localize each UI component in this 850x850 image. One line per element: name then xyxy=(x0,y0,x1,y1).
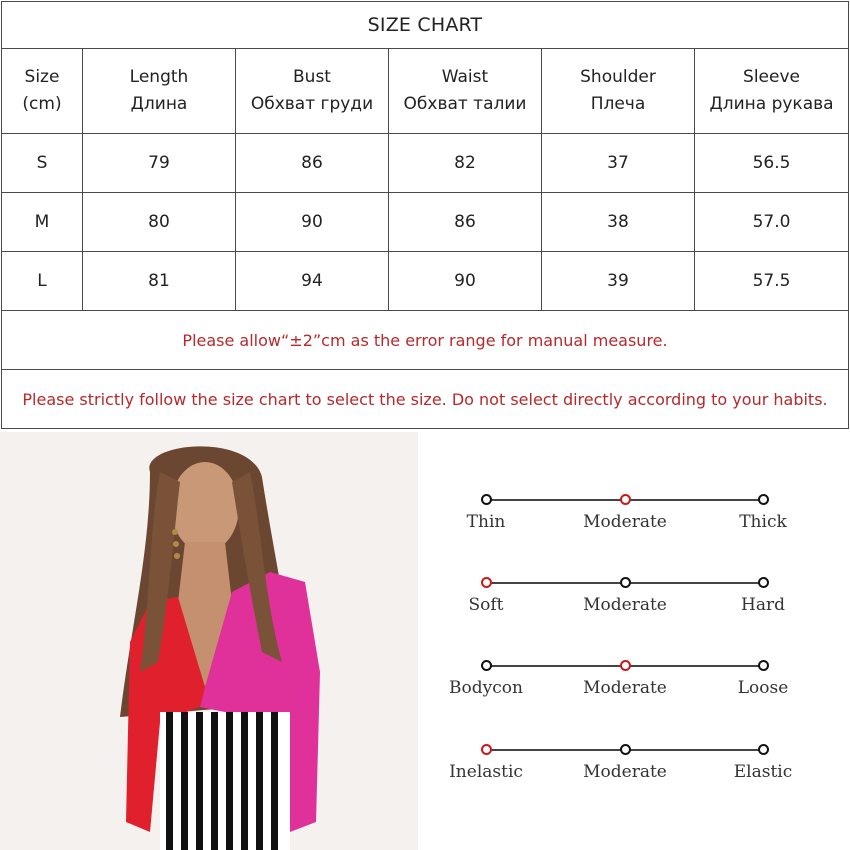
size-selection-note: Please strictly follow the size chart to select the size. Do not select directly according to your habits. xyxy=(2,370,849,429)
scale-label: Thick xyxy=(739,512,787,532)
scale-label: Moderate xyxy=(583,762,667,782)
table-cell: 82 xyxy=(389,134,542,193)
scale-label: Elastic xyxy=(733,762,793,782)
fit-scale xyxy=(448,660,808,710)
scale-dot-moderate xyxy=(620,577,631,588)
table-cell: 39 xyxy=(542,252,695,311)
table-cell-size: S xyxy=(2,134,83,193)
softness-scale xyxy=(448,577,808,627)
size-chart-title: SIZE CHART xyxy=(2,2,849,49)
scale-dot-soft-selected xyxy=(481,577,492,588)
scale-dot-inelastic-selected xyxy=(481,744,492,755)
table-row xyxy=(2,252,849,311)
table-cell: 79 xyxy=(83,134,236,193)
header-length: Length Длина xyxy=(83,49,236,134)
scale-dot-moderate-selected xyxy=(620,494,631,505)
table-cell: 86 xyxy=(236,134,389,193)
header-bust: Bust Обхват груди xyxy=(236,49,389,134)
table-cell: 56.5 xyxy=(695,134,849,193)
scale-dot-thick xyxy=(758,494,769,505)
table-cell-size: M xyxy=(2,193,83,252)
table-cell: 81 xyxy=(83,252,236,311)
table-cell: 86 xyxy=(389,193,542,252)
scale-dot-elastic xyxy=(758,744,769,755)
scale-dot-loose xyxy=(758,660,769,671)
scale-label: Inelastic xyxy=(449,762,523,782)
header-row xyxy=(2,49,849,134)
model-photo xyxy=(0,432,418,850)
scale-dot-moderate xyxy=(620,744,631,755)
thickness-scale xyxy=(448,494,808,544)
scale-label: Hard xyxy=(741,595,785,615)
table-cell: 37 xyxy=(542,134,695,193)
table-cell: 57.5 xyxy=(695,252,849,311)
table-row xyxy=(2,193,849,252)
measure-error-note: Please allow“±2”cm as the error range for manual measure. xyxy=(2,311,849,370)
scale-dot-bodycon xyxy=(481,660,492,671)
scale-dot-thin xyxy=(481,494,492,505)
scale-label: Thin xyxy=(466,512,506,532)
header-waist: Waist Обхват талии xyxy=(389,49,542,134)
scale-dot-hard xyxy=(758,577,769,588)
scale-label: Loose xyxy=(737,678,789,698)
elasticity-scale xyxy=(448,744,808,794)
table-cell: 80 xyxy=(83,193,236,252)
table-cell: 94 xyxy=(236,252,389,311)
header-sleeve: Sleeve Длина рукава xyxy=(695,49,849,134)
table-cell: 90 xyxy=(236,193,389,252)
table-cell: 57.0 xyxy=(695,193,849,252)
table-cell: 90 xyxy=(389,252,542,311)
size-chart-table xyxy=(1,1,849,429)
scale-label: Moderate xyxy=(583,595,667,615)
table-cell: 38 xyxy=(542,193,695,252)
scale-dot-moderate-selected xyxy=(620,660,631,671)
scale-label: Bodycon xyxy=(449,678,523,698)
header-shoulder: Shoulder Плеча xyxy=(542,49,695,134)
scale-label: Soft xyxy=(468,595,504,615)
table-cell-size: L xyxy=(2,252,83,311)
scale-label: Moderate xyxy=(583,512,667,532)
scale-label: Moderate xyxy=(583,678,667,698)
table-row xyxy=(2,134,849,193)
header-size: Size (cm) xyxy=(2,49,83,134)
